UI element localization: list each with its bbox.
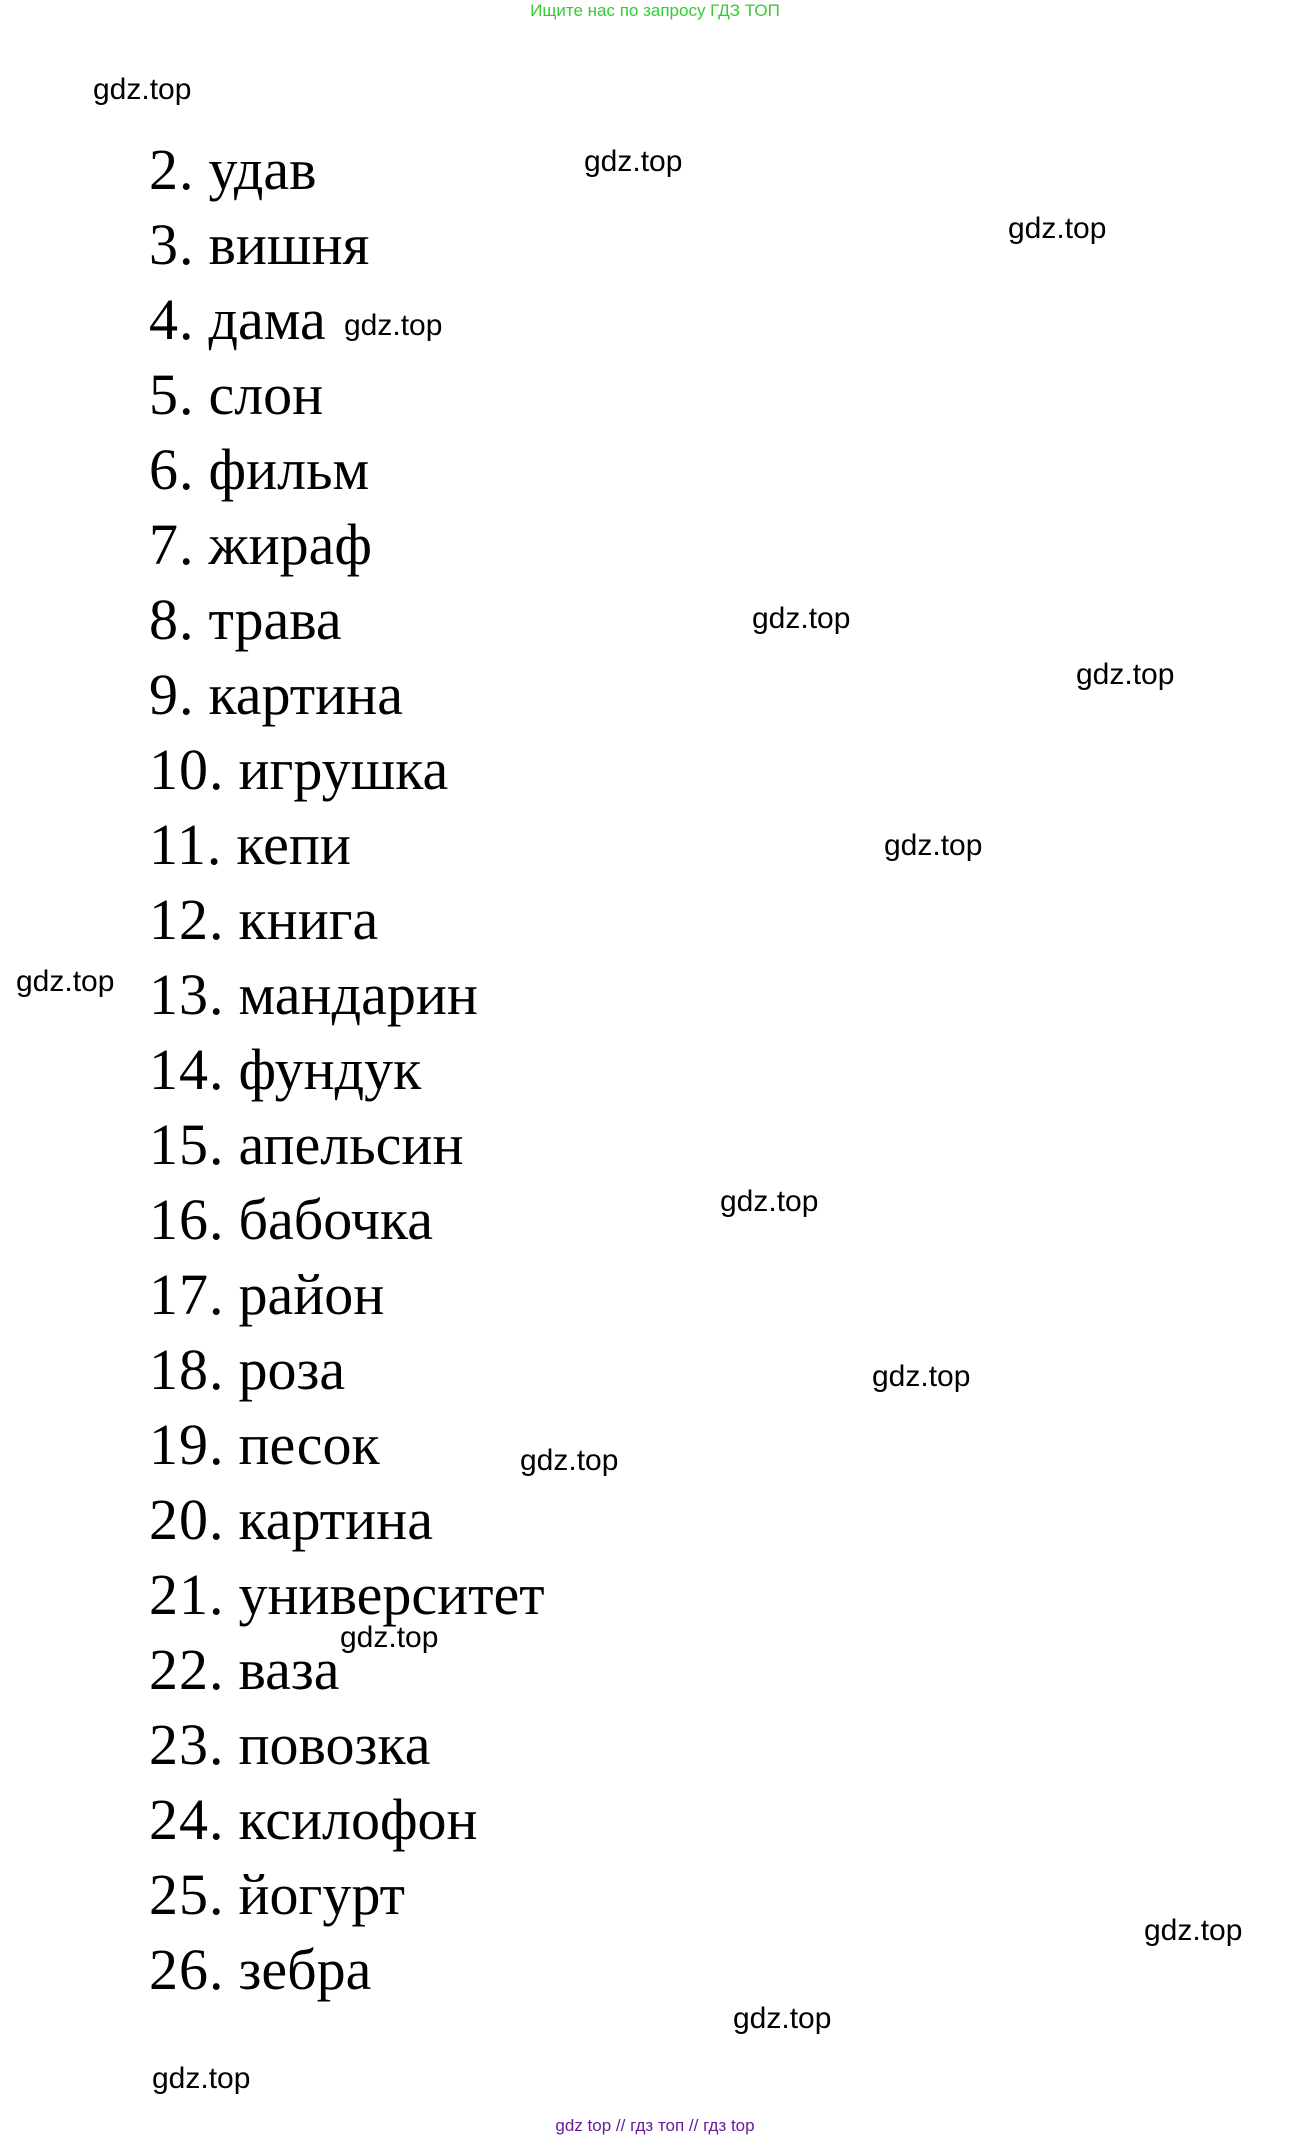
watermark: gdz.top xyxy=(872,1360,971,1393)
list-item xyxy=(149,1332,545,1407)
list-item xyxy=(149,132,545,207)
item-word: фундук xyxy=(238,1037,422,1102)
item-number: 10. xyxy=(149,737,225,802)
list-item xyxy=(149,657,545,732)
item-number: 3. xyxy=(149,212,195,277)
item-number: 15. xyxy=(149,1112,225,1177)
watermark: gdz.top xyxy=(1076,658,1175,691)
watermark: gdz.top xyxy=(752,602,851,635)
item-word: мандарин xyxy=(238,962,478,1027)
top-banner-link[interactable]: Ищите нас по запросу ГДЗ ТОП xyxy=(530,1,780,20)
watermark: gdz.top xyxy=(584,145,683,178)
item-word: район xyxy=(238,1262,385,1327)
item-word: дама xyxy=(208,287,326,352)
item-number: 21. xyxy=(149,1562,225,1627)
item-number: 24. xyxy=(149,1787,225,1852)
list-item xyxy=(149,1932,545,2007)
item-number: 22. xyxy=(149,1637,225,1702)
item-word: слон xyxy=(208,362,324,427)
list-item xyxy=(149,582,545,657)
list-item xyxy=(149,1032,545,1107)
watermark: gdz.top xyxy=(344,309,443,342)
list-item xyxy=(149,1857,545,1932)
item-word: зебра xyxy=(238,1937,372,2002)
item-number: 2. xyxy=(149,137,195,202)
watermark: gdz.top xyxy=(520,1444,619,1477)
footer-links[interactable]: gdz top // гдз топ // гдз top xyxy=(555,2116,755,2135)
item-number: 4. xyxy=(149,287,195,352)
list-item xyxy=(149,1707,545,1782)
item-number: 18. xyxy=(149,1337,225,1402)
watermark: gdz.top xyxy=(884,829,983,862)
list-item xyxy=(149,1182,545,1257)
item-number: 14. xyxy=(149,1037,225,1102)
item-word: фильм xyxy=(208,437,370,502)
list-item xyxy=(149,1782,545,1857)
item-word: картина xyxy=(238,1487,433,1552)
list-item xyxy=(149,357,545,432)
item-number: 20. xyxy=(149,1487,225,1552)
list-item xyxy=(149,957,545,1032)
item-word: роза xyxy=(238,1337,346,1402)
list-item xyxy=(149,207,545,282)
item-word: вишня xyxy=(208,212,370,277)
item-word: трава xyxy=(208,587,342,652)
watermark: gdz.top xyxy=(93,73,192,106)
item-number: 13. xyxy=(149,962,225,1027)
item-word: картина xyxy=(208,662,403,727)
item-number: 11. xyxy=(149,812,223,877)
item-word: апельсин xyxy=(238,1112,464,1177)
item-number: 17. xyxy=(149,1262,225,1327)
watermark: gdz.top xyxy=(720,1185,819,1218)
list-item xyxy=(149,432,545,507)
item-word: кепи xyxy=(236,812,351,877)
item-number: 8. xyxy=(149,587,195,652)
watermark: gdz.top xyxy=(16,965,115,998)
word-list xyxy=(149,132,545,2007)
item-number: 25. xyxy=(149,1862,225,1927)
list-item xyxy=(149,507,545,582)
item-word: песок xyxy=(238,1412,380,1477)
item-number: 23. xyxy=(149,1712,225,1777)
watermark: gdz.top xyxy=(340,1621,439,1654)
list-item xyxy=(149,882,545,957)
list-item xyxy=(149,1407,545,1482)
watermark: gdz.top xyxy=(1008,212,1107,245)
item-word: ксилофон xyxy=(238,1787,478,1852)
watermark: gdz.top xyxy=(152,2062,251,2095)
item-word: бабочка xyxy=(238,1187,433,1252)
item-word: жираф xyxy=(208,512,372,577)
item-word: ваза xyxy=(238,1637,340,1702)
item-number: 26. xyxy=(149,1937,225,2002)
item-number: 16. xyxy=(149,1187,225,1252)
list-item xyxy=(149,732,545,807)
list-item xyxy=(149,1257,545,1332)
item-word: йогурт xyxy=(238,1862,405,1927)
item-number: 6. xyxy=(149,437,195,502)
item-word: удав xyxy=(208,137,317,202)
item-number: 19. xyxy=(149,1412,225,1477)
item-number: 12. xyxy=(149,887,225,952)
list-item xyxy=(149,807,545,882)
watermark: gdz.top xyxy=(733,2002,832,2035)
item-number: 5. xyxy=(149,362,195,427)
item-word: университет xyxy=(238,1562,545,1627)
list-item xyxy=(149,1482,545,1557)
item-number: 9. xyxy=(149,662,195,727)
item-word: повозка xyxy=(238,1712,431,1777)
item-word: игрушка xyxy=(238,737,449,802)
watermark: gdz.top xyxy=(1144,1914,1243,1947)
item-word: книга xyxy=(238,887,379,952)
item-number: 7. xyxy=(149,512,195,577)
list-item xyxy=(149,1107,545,1182)
